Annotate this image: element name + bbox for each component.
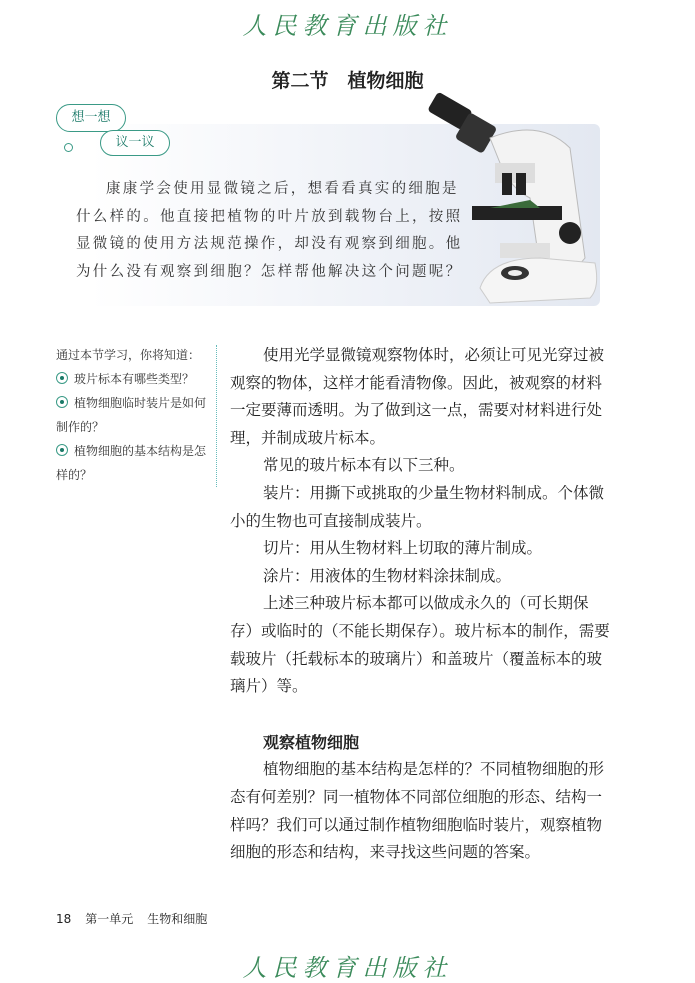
publisher-logo-top: 人民教育出版社 <box>242 12 453 40</box>
objectives-intro: 通过本节学习，你将知道： <box>56 348 201 362</box>
main-text <box>230 342 610 867</box>
subheading: 观察植物细胞 <box>263 732 360 752</box>
paragraph: 常见的玻片标本有以下三种。 <box>263 456 465 475</box>
paragraph: 上述三种玻片标本都可以做成永久的（可长期保存）或临时的（不能长期保存）。玻片标本的制作，需要载玻片（托载标本的玻璃片）和盖玻片（覆盖标本的玻璃片）等。 <box>230 594 610 696</box>
think-bubble: 想一想 <box>56 104 126 132</box>
objective-text: 植物细胞的基本结构是怎样的？ <box>56 444 207 482</box>
think-line: 康康学会使用显微镜之后，想看看真实的细胞是 <box>106 181 459 197</box>
think-line: 显微镜的使用方法规范操作，却没有观察到细胞。他 <box>76 236 463 252</box>
paragraph: 涂片：用液体的生物材料涂抹制成。 <box>263 566 512 585</box>
think-line: 为什么没有观察到细胞？怎样帮他解决这个问题呢？ <box>76 263 463 280</box>
page-number: 18 <box>56 912 72 926</box>
bullet-icon <box>56 396 68 408</box>
unit-label: 第一单元 <box>85 912 134 926</box>
microscope-image <box>420 88 605 323</box>
think-text <box>76 176 466 286</box>
discuss-bubble: 议一议 <box>100 130 170 156</box>
bullet-icon <box>56 444 68 456</box>
section-title: 第二节 植物细胞 <box>271 70 424 92</box>
paragraph: 植物细胞的基本结构是怎样的？不同植物细胞的形态有何差别？同一植物体不同部位细胞的形态、结构一样吗？我们可以通过制作植物细胞临时装片，观察植物细胞的形态和结构，来寻找这些问题的答案。 <box>230 760 605 862</box>
objective-text: 玻片标本有哪些类型？ <box>74 372 195 386</box>
objective-item <box>56 367 214 391</box>
unit-title: 生物和细胞 <box>147 912 208 926</box>
paragraph: 切片：用从生物材料上切取的薄片制成。 <box>263 539 543 558</box>
objective-item <box>56 391 214 439</box>
page-footer <box>56 910 221 927</box>
learning-objectives <box>56 343 214 487</box>
think-line: 什么样的。他直接把植物的叶片放到载物台上，按照 <box>76 208 463 225</box>
paragraph: 使用光学显微镜观察物体时，必须让可见光穿过被观察的物体，这样才能看清物像。因此，被观察的材料一定要薄而透明。为了做到这一点，需要对材料进行处理，并制成玻片标本。 <box>230 346 605 447</box>
bullet-icon <box>56 372 68 384</box>
publisher-logo-bottom: 人民教育出版社 <box>242 954 453 982</box>
paragraph: 装片：用撕下或挑取的少量生物材料制成。个体微小的生物也可直接制成装片。 <box>230 483 605 530</box>
objective-item <box>56 439 214 487</box>
objective-text: 植物细胞临时装片是如何制作的？ <box>56 396 207 434</box>
sidebar-divider <box>216 345 217 487</box>
bubble-dot <box>64 143 73 152</box>
